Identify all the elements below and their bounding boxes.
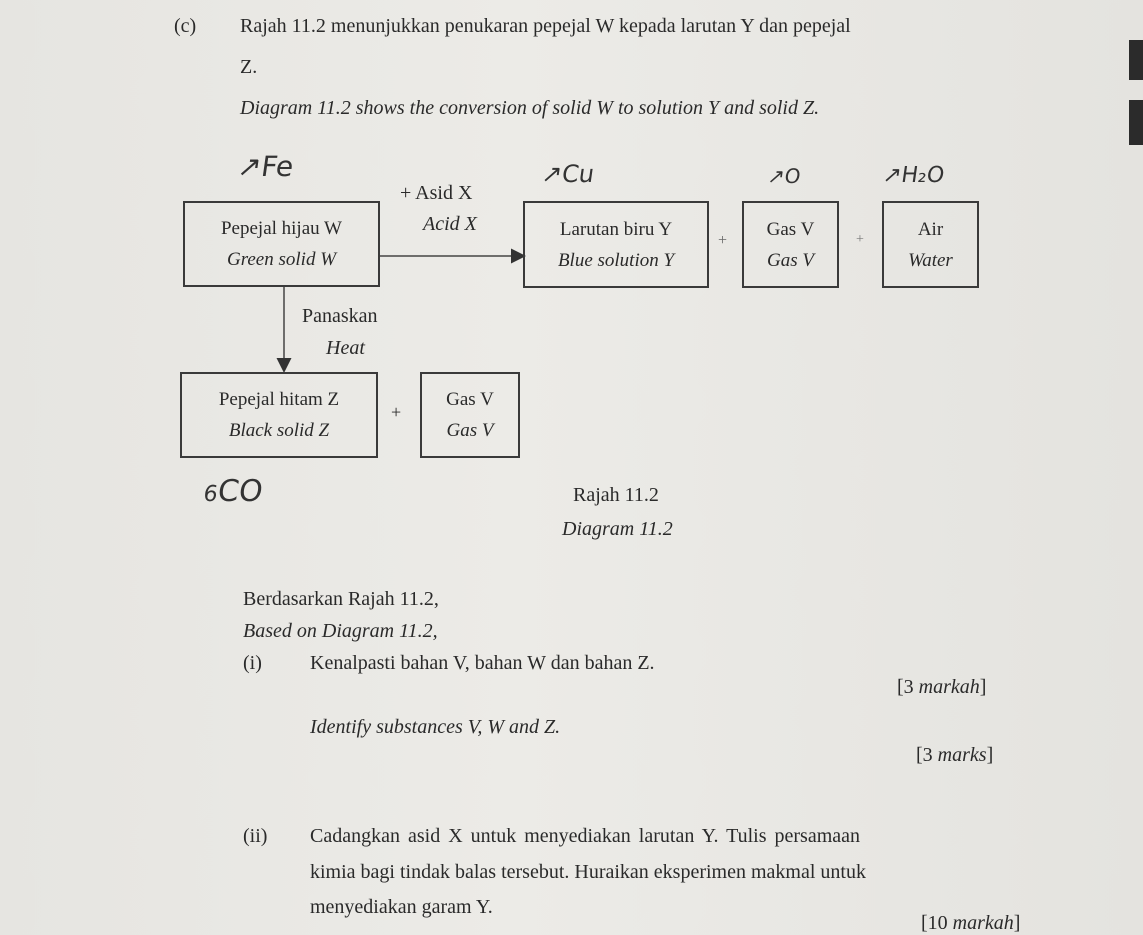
part-ii-line2: kimia bagi tindak balas tersebut. Huraikan eksperimen makmal untuk [310, 861, 866, 883]
intro-ms-line1: Rajah 11.2 menunjukkan penukaran pepejal W kepada larutan Y dan pepejal [240, 15, 851, 37]
plus-sign: + [391, 402, 402, 422]
box-v-top-ms: Gas V [766, 218, 815, 240]
intro-en: Diagram 11.2 shows the conversion of solid W to solution Y and solid Z. [240, 97, 820, 119]
part-ii-line1: Cadangkan asid X untuk menyediakan larutan Y. Tulis persamaan [310, 825, 861, 847]
box-gas-v-top [742, 201, 839, 288]
part-ii-marks-ms: [10 markah] [921, 912, 1021, 934]
part-ii-line3: menyediakan garam Y. [310, 896, 493, 918]
box-water-en: Water [908, 249, 953, 271]
part-i-question-ms: Kenalpasti bahan V, bahan W dan bahan Z. [310, 652, 655, 674]
arrow-label-acid-en: Acid X [423, 213, 477, 235]
box-w-ms: Pepejal hijau W [220, 218, 342, 239]
box-black-solid-z [180, 372, 378, 458]
box-blue-solution-y [523, 201, 709, 288]
part-label: (c) [174, 15, 197, 37]
box-v-bottom-ms: Gas V [446, 389, 494, 410]
box-z-ms: Pepejal hitam Z [218, 389, 340, 410]
handwritten-note-z: 6CO [201, 474, 266, 509]
box-green-solid-w [183, 201, 380, 287]
diagram-caption-ms: Rajah 11.2 [573, 484, 659, 506]
arrow-label-heat-ms: Panaskan [302, 305, 378, 327]
part-i-label: (i) [243, 652, 262, 674]
box-y-en: Blue solution Y [557, 249, 675, 271]
box-v-bottom-en: Gas V [446, 420, 494, 441]
box-gas-v-bottom [420, 372, 520, 458]
box-water [882, 201, 979, 288]
part-i-marks-ms: [3 markah] [897, 676, 987, 698]
arrow-label-acid-ms: + Asid X [400, 182, 473, 204]
handwritten-note-water: ↗H₂O [881, 163, 946, 188]
handwritten-note-w: ↗Fe [235, 150, 296, 183]
handwritten-note-v: ↗O [766, 164, 803, 188]
box-water-ms: Air [917, 218, 944, 240]
arrow-label-heat-en: Heat [326, 337, 365, 359]
part-i-question-en: Identify substances V, W and Z. [310, 716, 561, 738]
plus-sign: + [718, 232, 728, 249]
intro-ms-line2: Z. [240, 56, 258, 78]
part-ii-label: (ii) [243, 825, 268, 847]
part-i-marks-en: [3 marks] [916, 744, 994, 766]
box-w-en: Green solid W [226, 249, 337, 270]
handwritten-note-y: ↗Cu [540, 160, 597, 188]
prompt-ms: Berdasarkan Rajah 11.2, [243, 588, 439, 610]
diagram-caption-en: Diagram 11.2 [562, 518, 673, 540]
box-v-top-en: Gas V [767, 249, 814, 271]
box-y-ms: Larutan biru Y [559, 218, 673, 240]
box-z-en: Black solid Z [228, 420, 330, 441]
prompt-en: Based on Diagram 11.2, [243, 620, 438, 642]
plus-sign: + [856, 232, 864, 247]
